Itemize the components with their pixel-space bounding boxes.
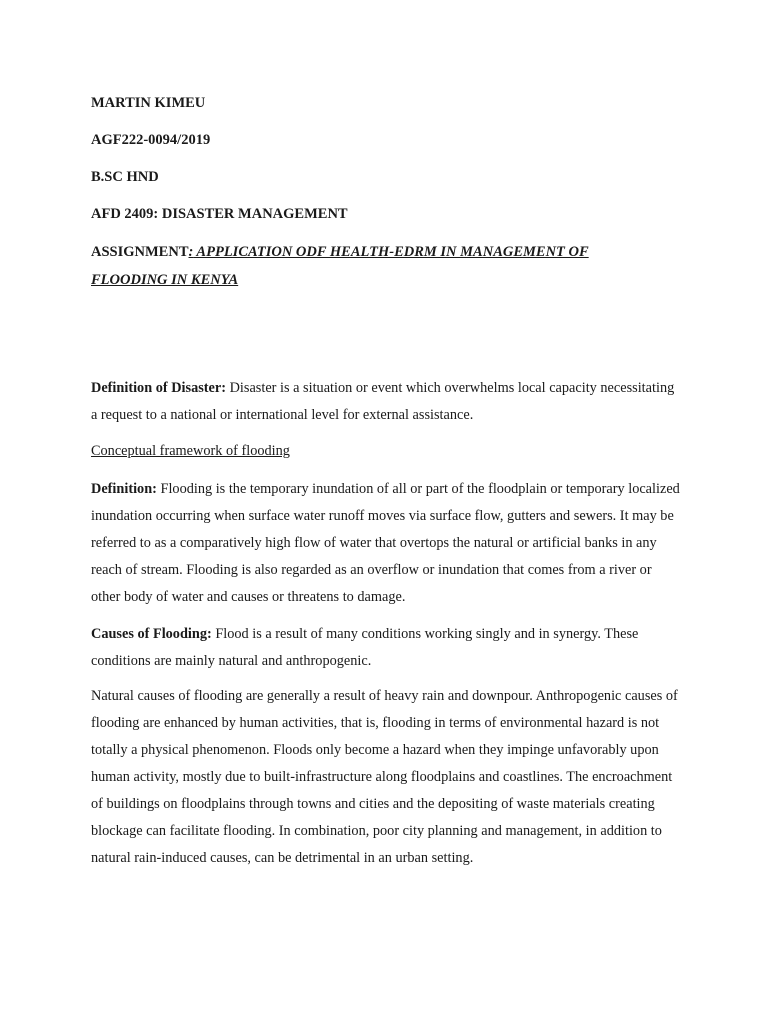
definition-disaster-text: Disaster is a situation or event which overwhelms local capacity necessitating a request to a national or international level for external assistance. (91, 380, 675, 423)
definition-flooding-text: Flooding is the temporary inundation of all or part of the floodplain or temporary localized inundation occurring when surface water runoff moves via surface flow, gutters and sewers. It may be referred to as a comparatively high flow of water that overtops the natural or artificial banks in any reach of stream. Flooding is also regarded as an overflow or inundation that comes from a river or other body of water and causes or threatens to damage. (91, 481, 680, 605)
student-name: MARTIN KIMEU (91, 95, 206, 111)
definition-disaster-label: Definition of Disaster: (91, 380, 227, 396)
definition-of-flooding (91, 476, 681, 611)
framework-heading: Conceptual framework of flooding (91, 443, 290, 459)
assignment-label: ASSIGNMENT (91, 244, 189, 260)
assignment-title-line2: FLOODING IN KENYA (91, 272, 239, 288)
causes-label: Causes of Flooding: (91, 626, 212, 642)
causes-text: Flood is a result of many conditions working singly and in synergy. These conditions are mainly natural and anthropogenic. (91, 626, 639, 669)
natural-causes-paragraph: Natural causes of flooding are generally a result of heavy rain and downpour. Anthropogenic causes of flooding are enhanced by human activities, that is, flooding in terms of environmental hazard is not totally a physical phenomenon. Floods only become a hazard when they impinge unfavorably upon human activity, mostly due to built-infrastructure along floodplains and coastlines. The encroachment of buildings on floodplains through towns and cities and the depositing of waste materials creating blockage can facilitate flooding. In combination, poor city planning and management, in addition to natural rain-induced causes, can be detrimental in an urban setting. (91, 688, 678, 866)
assignment-colon: : (188, 244, 194, 260)
course-title: AFD 2409: DISASTER MANAGEMENT (91, 206, 348, 222)
assignment-title (91, 238, 631, 294)
registration-number: AGF222-0094/2019 (91, 132, 211, 148)
assignment-title-line1: APPLICATION ODF HEALTH-EDRM IN MANAGEMENT OF (193, 244, 589, 260)
causes-of-flooding (91, 621, 681, 675)
definition-flooding-label: Definition: (91, 481, 157, 497)
definition-of-disaster (91, 375, 681, 429)
program: B.SC HND (91, 169, 159, 185)
